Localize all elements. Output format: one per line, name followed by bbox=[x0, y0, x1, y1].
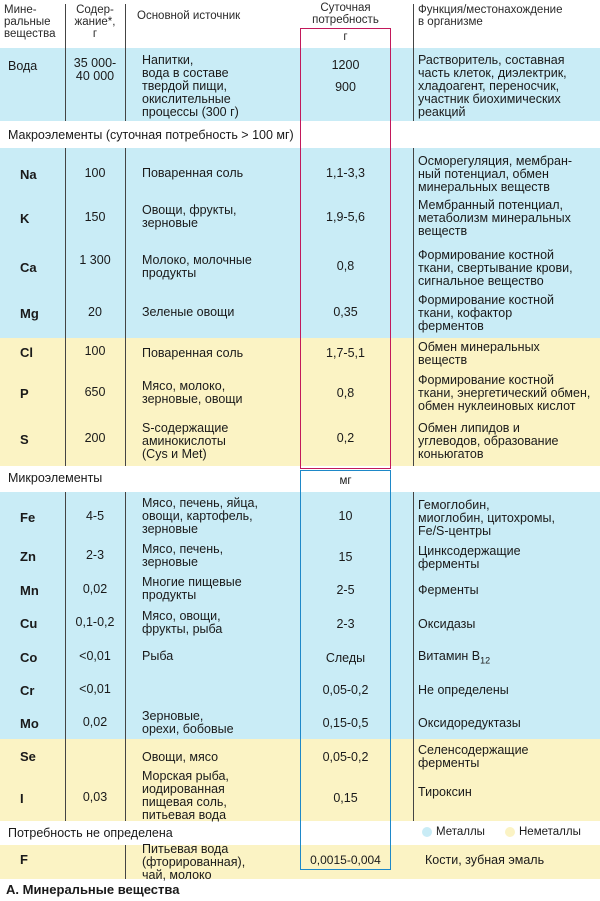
element-symbol: Mg bbox=[20, 306, 39, 321]
element-function: Не определены bbox=[418, 683, 509, 697]
water-name: Вода bbox=[8, 59, 38, 73]
element-need: 0,05-0,2 bbox=[322, 750, 369, 764]
water-source: Напитки, вода в составе твердой пищи, окислительные процессы (300 г) bbox=[142, 53, 239, 119]
col-separator bbox=[125, 845, 126, 879]
element-function: Осморегуляция, мембран- ный потенциал, обмен минеральных веществ bbox=[418, 154, 573, 194]
element-symbol: Co bbox=[20, 650, 38, 665]
element-function: Тироксин bbox=[418, 785, 472, 799]
col-separator bbox=[125, 4, 126, 121]
element-need: 0,8 bbox=[336, 386, 355, 400]
element-function: Оксидазы bbox=[418, 617, 476, 631]
header-need-unit: г bbox=[343, 31, 348, 43]
element-symbol: Cu bbox=[20, 616, 38, 631]
element-need: 0,8 bbox=[336, 259, 355, 273]
element-source: S-содержащие аминокислоты (Cys и Met) bbox=[142, 421, 229, 461]
element-source: Овощи, фрукты, зерновые bbox=[142, 203, 237, 230]
element-source: Молоко, молочные продукты bbox=[142, 253, 252, 280]
micro-need-unit: мг bbox=[339, 475, 352, 487]
element-content: 200 bbox=[84, 431, 106, 445]
element-need: 0,05-0,2 bbox=[322, 683, 369, 697]
element-symbol: K bbox=[20, 211, 30, 226]
element-symbol: Cl bbox=[20, 345, 33, 360]
element-source: Рыба bbox=[142, 649, 174, 663]
header-function: Функция/местонахождение в организме bbox=[418, 4, 563, 28]
element-need: 1,7-5,1 bbox=[326, 346, 365, 360]
element-content: 100 bbox=[84, 344, 106, 358]
legend-metals-label: Металлы bbox=[436, 826, 485, 838]
element-source: Питьевая вода (фторированная), чай, молоко bbox=[142, 842, 246, 882]
header-mineral: Мине- ральные вещества bbox=[4, 4, 56, 40]
element-content: 0,02 bbox=[82, 715, 108, 729]
water-need-1: 1200 bbox=[331, 58, 360, 72]
element-source: Поваренная соль bbox=[142, 166, 244, 180]
element-function: Селенсодержащие ферменты bbox=[418, 743, 529, 770]
element-function bbox=[418, 650, 600, 668]
element-source: Зерновые, орехи, бобовые bbox=[142, 709, 234, 736]
element-content: 0,1-0,2 bbox=[75, 615, 115, 629]
element-source: Мясо, молоко, зерновые, овощи bbox=[142, 379, 243, 406]
element-need: 2-3 bbox=[336, 617, 355, 631]
element-function: Кости, зубная эмаль bbox=[425, 853, 545, 867]
element-source: Мясо, печень, зерновые bbox=[142, 542, 224, 569]
macro-title: Макроэлементы (суточная потребность > 100 мг) bbox=[8, 128, 294, 142]
element-symbol: I bbox=[20, 791, 24, 806]
element-source: Мясо, овощи, фрукты, рыба bbox=[142, 609, 223, 636]
figure-caption: А. Минеральные вещества bbox=[6, 882, 180, 897]
element-content: 0,03 bbox=[82, 790, 108, 804]
element-source: Овощи, мясо bbox=[142, 750, 219, 764]
micro-title: Микроэлементы bbox=[8, 471, 103, 485]
legend-nonmetals bbox=[505, 826, 581, 838]
element-content: 2-3 bbox=[85, 548, 105, 562]
col-separator bbox=[125, 492, 126, 821]
element-function: Формирование костной ткани, энергетический обмен, обмен нуклеиновых кислот bbox=[418, 373, 591, 413]
function-subscript: 12 bbox=[480, 655, 491, 666]
element-function: Формирование костной ткани, кофактор ферментов bbox=[418, 293, 555, 333]
element-function: Ферменты bbox=[418, 583, 479, 597]
element-symbol: Mo bbox=[20, 716, 39, 731]
element-content: 20 bbox=[88, 305, 102, 319]
element-need: 0,15-0,5 bbox=[322, 716, 369, 730]
element-source: Многие пищевые продукты bbox=[142, 575, 242, 602]
col-separator bbox=[413, 4, 414, 121]
element-symbol: Fe bbox=[20, 510, 36, 525]
element-function: Мембранный потенциал, метаболизм минеральных веществ bbox=[418, 198, 571, 238]
element-symbol: Cr bbox=[20, 683, 35, 698]
element-need: 0,0015-0,004 bbox=[310, 853, 381, 867]
element-function: Формирование костной ткани, свертывание крови, сигнальное вещество bbox=[418, 248, 573, 288]
element-content: <0,01 bbox=[79, 649, 111, 663]
header-source: Основной источник bbox=[137, 10, 241, 22]
element-symbol: P bbox=[20, 386, 29, 401]
element-symbol: Se bbox=[20, 749, 36, 764]
element-symbol: Na bbox=[20, 167, 37, 182]
element-need: 0,35 bbox=[333, 305, 358, 319]
element-source: Морская рыба, иодированная пищевая соль, питьевая вода bbox=[142, 769, 229, 822]
element-symbol: Ca bbox=[20, 260, 37, 275]
element-need: 15 bbox=[338, 550, 353, 564]
element-function: Цинксодержащие ферменты bbox=[418, 544, 521, 571]
element-source: Поваренная соль bbox=[142, 346, 244, 360]
element-content: 4-5 bbox=[85, 509, 105, 523]
element-content: 0,02 bbox=[82, 582, 108, 596]
col-separator bbox=[125, 148, 126, 466]
water-need-2: 900 bbox=[335, 80, 356, 94]
element-need: 2-5 bbox=[336, 583, 355, 597]
element-need: 10 bbox=[338, 509, 353, 523]
element-function: Гемоглобин, миоглобин, цитохромы, Fe/S-центры bbox=[418, 498, 555, 538]
element-need: Следы bbox=[325, 651, 366, 665]
function-text: Витамин B bbox=[418, 649, 481, 663]
element-need: 0,15 bbox=[333, 791, 358, 805]
element-content: 150 bbox=[84, 210, 106, 224]
col-separator bbox=[413, 148, 414, 466]
legend-metal-swatch bbox=[422, 827, 432, 837]
element-content: 1 300 bbox=[79, 253, 111, 267]
element-need: 0,2 bbox=[336, 431, 355, 445]
element-function: Оксидоредуктазы bbox=[418, 716, 521, 730]
header-content: Содер- жание*, г bbox=[74, 4, 116, 40]
element-content: 650 bbox=[84, 385, 106, 399]
element-need: 1,1-3,3 bbox=[326, 166, 365, 180]
element-source: Мясо, печень, яйца, овощи, картофель, зерновые bbox=[142, 496, 258, 536]
element-symbol: F bbox=[20, 852, 28, 867]
water-function: Растворитель, составная часть клеток, диэлектрик, хладоагент, переносчик, участник биохимических реакций bbox=[418, 53, 567, 119]
water-content: 35 000- 40 000 bbox=[73, 56, 117, 83]
legend-metals bbox=[422, 826, 485, 838]
header-need: Суточная потребность bbox=[312, 2, 379, 26]
legend-nonmetals-label: Неметаллы bbox=[519, 826, 581, 838]
undetermined-title: Потребность не определена bbox=[8, 826, 173, 840]
element-content: 100 bbox=[84, 166, 106, 180]
col-separator bbox=[413, 492, 414, 821]
element-symbol: Mn bbox=[20, 583, 39, 598]
element-symbol: S bbox=[20, 432, 29, 447]
element-content: <0,01 bbox=[79, 682, 111, 696]
element-symbol: Zn bbox=[20, 549, 36, 564]
element-function: Обмен минеральных веществ bbox=[418, 340, 540, 367]
element-need: 1,9-5,6 bbox=[326, 210, 365, 224]
legend-nonmetal-swatch bbox=[505, 827, 515, 837]
element-function: Обмен липидов и углеводов, образование коньюгатов bbox=[418, 421, 559, 461]
element-source: Зеленые овощи bbox=[142, 305, 235, 319]
